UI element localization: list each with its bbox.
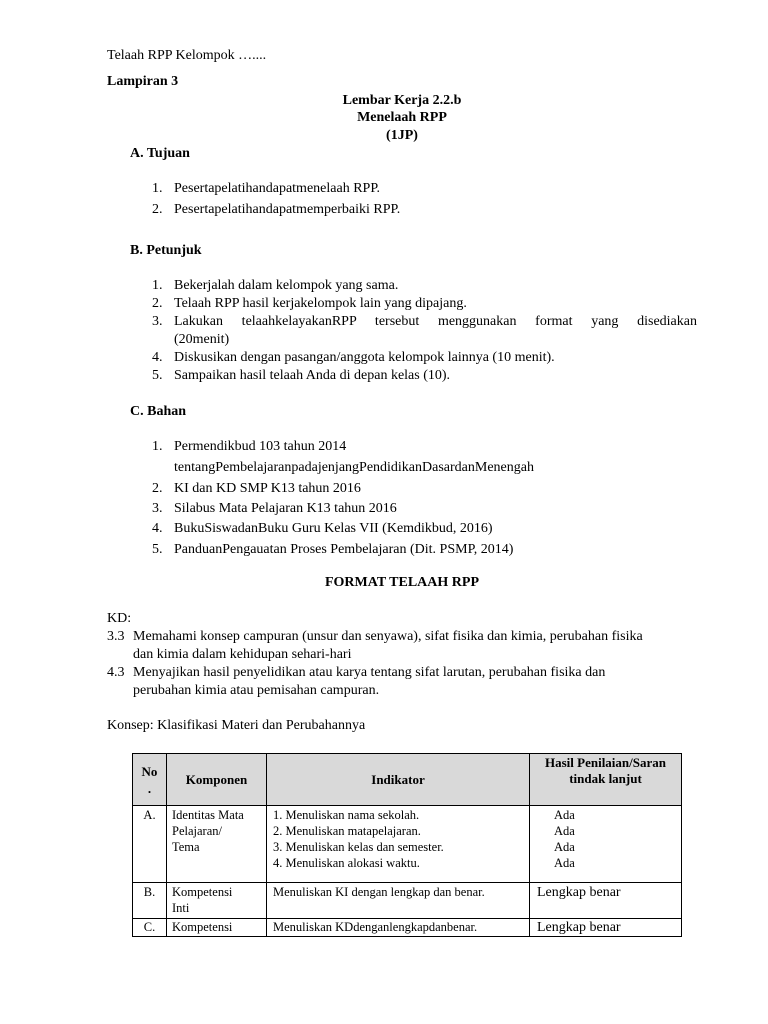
list-text: BukuSiswadanBuku Guru Kelas VII (Kemdikbud, 2016) — [174, 521, 493, 536]
header-no — [133, 754, 167, 806]
cell-indikator: Menuliskan KDdenganlengkapdanbenar. — [267, 919, 530, 937]
header-line: Telaah RPP Kelompok ….... — [107, 48, 267, 63]
header-indikator: Indikator — [267, 754, 530, 806]
list-number: 2. — [152, 481, 163, 496]
list-text: (20menit) — [174, 332, 230, 347]
hasil-line: Ada — [554, 840, 575, 854]
konsep-line: Konsep: Klasifikasi Materi dan Perubahannya — [107, 718, 366, 733]
list-text: Silabus Mata Pelajaran K13 tahun 2016 — [174, 501, 397, 516]
cell-komponen — [167, 806, 267, 883]
table-row — [133, 806, 682, 883]
list-number: 3. — [152, 501, 163, 516]
cell-hasil — [530, 806, 682, 883]
kd-text: Menyajikan hasil penyelidikan atau karya tentang sifat larutan, perubahan fisika dan — [133, 665, 606, 680]
title-line-2: Menelaah RPP — [357, 110, 447, 125]
cell-hasil: Lengkap benar — [530, 883, 682, 919]
section-c-heading: C. Bahan — [130, 404, 187, 419]
header-hasil — [530, 754, 682, 806]
kd-number: 3.3 — [107, 629, 125, 644]
cell-indikator: Menuliskan KI dengan lengkap dan benar. — [267, 883, 530, 919]
table-row — [133, 883, 682, 919]
list-number: 1. — [152, 181, 163, 196]
title-line-3: (1JP) — [386, 128, 418, 143]
list-number: 1. — [152, 439, 163, 454]
header-hasil-line-1: Hasil Penilaian/Saran — [545, 755, 666, 770]
list-number: 2. — [152, 296, 163, 311]
komponen-line: Pelajaran/ — [172, 824, 222, 838]
list-number: 5. — [152, 542, 163, 557]
indikator-line: 1. Menuliskan nama sekolah. — [273, 808, 420, 822]
list-text: Bekerjalah dalam kelompok yang sama. — [174, 278, 399, 293]
list-text: Pesertapelatihandapatmemperbaiki RPP. — [174, 202, 401, 217]
cell-komponen — [167, 883, 267, 919]
list-number: 4. — [152, 350, 163, 365]
header-hasil-line-2: tindak lanjut — [569, 771, 642, 786]
cell-no: A. — [133, 806, 167, 883]
indikator-line: 4. Menuliskan alokasi waktu. — [273, 856, 420, 870]
cell-no: C. — [133, 919, 167, 937]
list-text: tentangPembelajaranpadajenjangPendidikanDasardanMenengah — [174, 460, 534, 475]
kd-text: perubahan kimia atau pemisahan campuran. — [133, 683, 380, 698]
telaah-table — [132, 753, 682, 937]
list-text: Diskusikan dengan pasangan/anggota kelompok lainnya (10 menit). — [174, 350, 555, 365]
format-title: FORMAT TELAAH RPP — [324, 575, 479, 590]
list-number: 3. — [152, 314, 163, 329]
kd-number: 4.3 — [107, 665, 125, 680]
komponen-line: Tema — [172, 840, 200, 854]
table-row — [133, 919, 682, 937]
list-text: Pesertapelatihandapatmenelaah RPP. — [174, 181, 381, 196]
list-number: 2. — [152, 202, 163, 217]
list-number: 4. — [152, 521, 163, 536]
list-number: 5. — [152, 368, 163, 383]
list-text: Permendikbud 103 tahun 2014 — [174, 439, 347, 454]
hasil-line: Ada — [554, 856, 575, 870]
lampiran-label: Lampiran 3 — [107, 74, 179, 89]
hasil-line: Ada — [554, 824, 575, 838]
komponen-line: Identitas Mata — [172, 808, 244, 822]
kd-label: KD: — [107, 611, 132, 626]
list-text: PanduanPengauatan Proses Pembelajaran (Dit. PSMP, 2014) — [174, 542, 514, 557]
list-text: Sampaikan hasil telaah Anda di depan kelas (10). — [174, 368, 451, 383]
indikator-line: 2. Menuliskan matapelajaran. — [273, 824, 421, 838]
hasil-line: Ada — [554, 808, 575, 822]
indikator-line: 3. Menuliskan kelas dan semester. — [273, 840, 444, 854]
header-komponen: Komponen — [167, 754, 267, 806]
komponen-line: Kompetensi — [172, 885, 233, 899]
cell-no: B. — [133, 883, 167, 919]
section-b-heading: B. Petunjuk — [130, 243, 202, 258]
list-text: KI dan KD SMP K13 tahun 2016 — [174, 481, 361, 496]
cell-komponen: Kompetensi — [167, 919, 267, 937]
header-no-line-2: . — [147, 780, 152, 796]
kd-text: dan kimia dalam kehidupan sehari-hari — [133, 647, 352, 662]
title-line-1: Lembar Kerja 2.2.b — [342, 93, 462, 108]
list-text: Telaah RPP hasil kerjakelompok lain yang dipajang. — [174, 296, 467, 311]
list-number: 1. — [152, 278, 163, 293]
kd-text: Memahami konsep campuran (unsur dan senyawa), sifat fisika dan kimia, perubahan fisika — [133, 629, 643, 644]
header-no-line-1: No — [141, 763, 158, 779]
table-header-row — [133, 754, 682, 806]
section-a-heading: A. Tujuan — [130, 146, 190, 161]
cell-hasil: Lengkap benar — [530, 919, 682, 937]
list-text: Lakukan telaahkelayakanRPP tersebut menggunakan format yang disediakan — [174, 314, 697, 329]
cell-indikator — [267, 806, 530, 883]
komponen-line: Inti — [172, 901, 190, 915]
